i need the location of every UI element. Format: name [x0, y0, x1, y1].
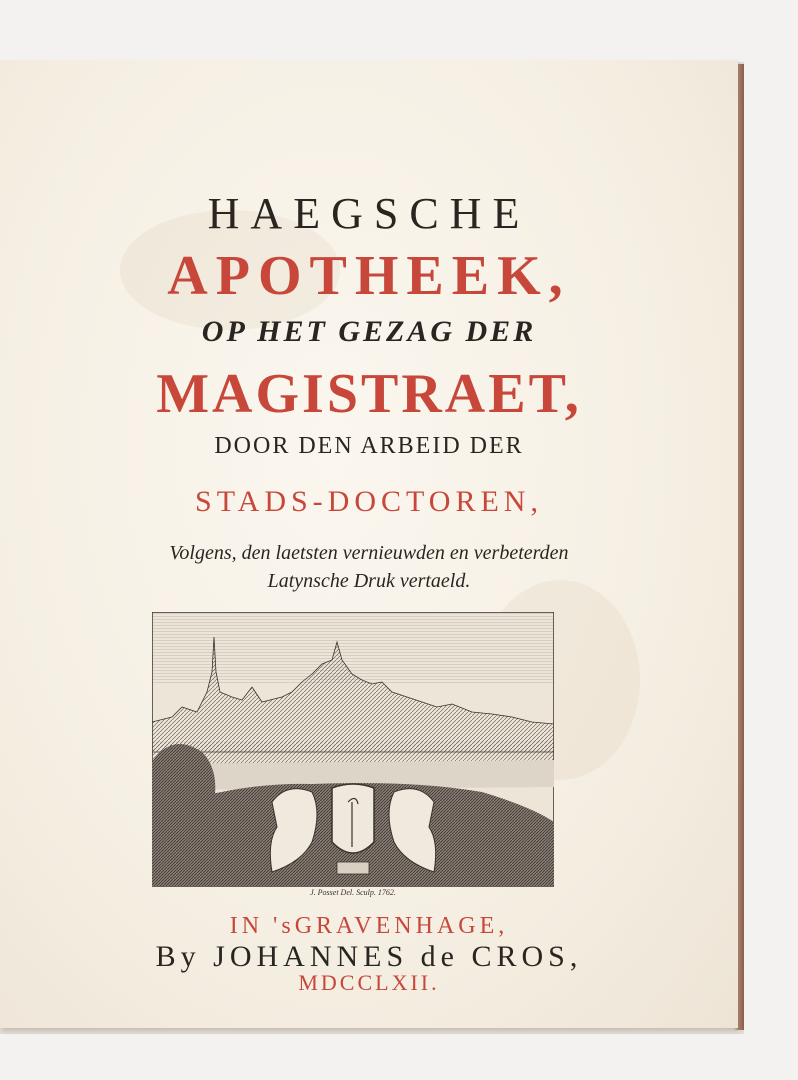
title-line-apotheek: APOTHEEK, [167, 245, 571, 307]
engraving-credit: J. Posset Del. Sculp. 1762. [310, 888, 396, 897]
city-view-engraving [152, 612, 554, 898]
imprint-year: MDCCLXII. [298, 970, 440, 995]
title-line-haegsche: HAEGSCHE [207, 189, 531, 238]
subtitle-line-1: Volgens, den laetsten vernieuwden en verbeterden [169, 542, 569, 564]
title-line-stads-doctoren: STADS-DOCTOREN, [195, 485, 543, 518]
title-page [0, 60, 738, 1028]
title-line-door-den-arbeid: DOOR DEN ARBEID DER [214, 433, 524, 459]
title-line-op-het-gezag: OP HET GEZAG DER [201, 315, 537, 348]
imprint-publisher: By JOHANNES de CROS, [155, 940, 583, 973]
engraving-illustration [152, 612, 554, 898]
imprint-place: IN 'sGRAVENHAGE, [229, 913, 509, 939]
title-line-magistraet: MAGISTRAET, [156, 363, 582, 425]
subtitle-line-2: Latynsche Druk vertaeld. [267, 570, 471, 592]
